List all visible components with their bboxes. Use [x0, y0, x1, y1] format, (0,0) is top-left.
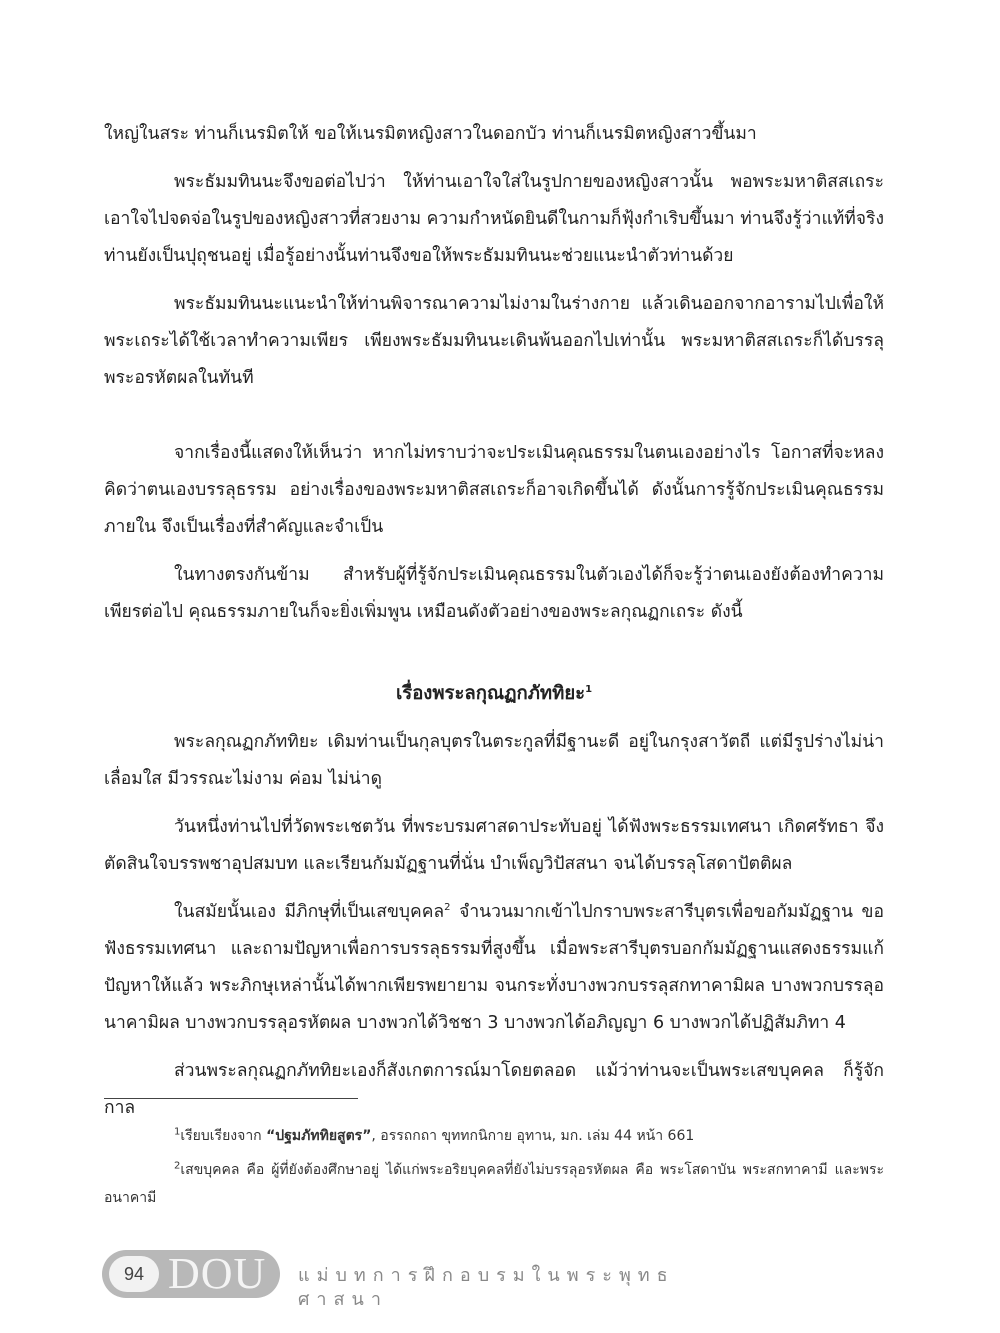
paragraph: ใหญ่ในสระ ท่านก็เนรมิตให้ ขอให้เนรมิตหญิงสาวในดอกบัว ท่านก็เนรมิตหญิงสาวขึ้นมา: [104, 124, 757, 144]
paragraph: พระธัมมทินนะแนะนำให้ท่านพิจารณาความไม่งามในร่างกาย แล้วเดินออกจากอารามไปเพื่อให้พระเถระได้ใช้เวลาทำความเพียร เพียงพระธัมมทินนะเดินพ้นออกไปเท่านั้น พระมหาติสสเถระก็ได้บรรลุพระอรหัตผลในทันที: [104, 294, 884, 388]
book-title: แม่บทการฝึกอบรมในพระพุทธศาสนา: [298, 1265, 675, 1310]
footnote-mark: 2: [174, 1160, 181, 1172]
section-heading-text: เรื่องพระลกุณฏกภัททิยะ: [395, 683, 586, 704]
footnote-item: [104, 1156, 884, 1212]
footnotes: [104, 1122, 884, 1218]
paragraph-text: ในสมัยนั้นเอง มีภิกษุที่เป็นเสขบุคคล: [174, 902, 445, 922]
section-heading: [104, 675, 884, 712]
footnote-text: เรียบเรียงจาก: [180, 1128, 267, 1144]
footnote-divider: [104, 1098, 358, 1099]
paragraph: ส่วนพระลกุณฏกภัททิยะเองก็สังเกตการณ์มาโดยตลอด แม้ว่าท่านจะเป็นพระเสขบุคคล ก็รู้จักกาล: [104, 1061, 884, 1118]
paragraph: [104, 894, 884, 1042]
footnote-source-title: “ปฐมภัททิยสูตร”: [266, 1128, 372, 1144]
footnote-mark: 1: [174, 1126, 181, 1138]
footnote-text: เสขบุคคล คือ ผู้ที่ยังต้องศึกษาอยู่ ได้แก่พระอริยบุคคลที่ยังไม่บรรลุอรหัตผล คือ พระโสดาบัน พระสกทาคามี และพระอนาคามี: [104, 1162, 884, 1206]
page-number: 94: [109, 1256, 159, 1292]
footnote-ref[interactable]: 1: [585, 683, 593, 695]
footnote-item: [104, 1122, 884, 1150]
paragraph: จากเรื่องนี้แสดงให้เห็นว่า หากไม่ทราบว่าจะประเมินคุณธรรมในตนเองอย่างไร โอกาสที่จะหลงคิดว่าตนเองบรรลุธรรม อย่างเรื่องของพระมหาติสสเถระก็อาจเกิดขึ้นได้ ดังนั้นการรู้จักประเมินคุณธรรมภายใน จึงเป็นเรื่องที่สำคัญและจำเป็น: [104, 443, 884, 537]
footer-badge: [102, 1250, 280, 1298]
paragraph-text: จำนวนมากเข้าไปกราบพระสารีบุตรเพื่อขอกัมมัฏฐาน ขอฟังธรรมเทศนา และถามปัญหาเพื่อการบรรลุธรรมที่สูงขึ้น เมื่อพระสารีบุตรบอกกัมมัฏฐานแสดงธรรมแก้ปัญหาให้แล้ว พระภิกษุเหล่านั้นได้พากเพียรพยายาม จนกระทั่งบางพวกบรรลุสกทาคามิผล บางพวกบรรลุอนาคามิผล บางพวกบรรลุอรหัตผล บางพวกได้วิชชา 3 บางพวกได้อภิญญา 6 บางพวกได้ปฏิสัมภิทา 4: [104, 902, 884, 1033]
paragraph: ในทางตรงกันข้าม สำหรับผู้ที่รู้จักประเมินคุณธรรมในตัวเองได้ก็จะรู้ว่าตนเองยังต้องทำความเพียรต่อไป คุณธรรมภายในก็จะยิ่งเพิ่มพูน เหมือนดังตัวอย่างของพระลกุณฏกเถระ ดังนี้: [104, 565, 884, 622]
paragraph: พระลกุณฏกภัททิยะ เดิมท่านเป็นกุลบุตรในตระกูลที่มีฐานะดี อยู่ในกรุงสาวัตถี แต่มีรูปร่างไม่น่าเลื่อมใส มีวรรณะไม่งาม ค่อม ไม่น่าดู: [104, 732, 884, 789]
paragraph: พระธัมมทินนะจึงขอต่อไปว่า ให้ท่านเอาใจใส่ในรูปกายของหญิงสาวนั้น พอพระมหาติสสเถระเอาใจไปจดจ่อในรูปของหญิงสาวที่สวยงาม ความกำหนัดยินดีในกามก็ฟุ้งกำเริบขึ้นมา ท่านจึงรู้ว่าแท้ที่จริงท่านยังเป็นปุถุชนอยู่ เมื่อรู้อย่างนั้นท่านจึงขอให้พระธัมมทินนะช่วยแนะนำตัวท่านด้วย: [104, 172, 884, 266]
footnote-text: , อรรถกถา ขุททกนิกาย อุทาน, มก. เล่ม 44 หน้า 661: [371, 1128, 695, 1144]
dou-logo: DOU: [168, 1249, 267, 1298]
footnote-ref[interactable]: 2: [444, 902, 451, 914]
paragraph: วันหนึ่งท่านไปที่วัดพระเชตวัน ที่พระบรมศาสดาประทับอยู่ ได้ฟังพระธรรมเทศนา เกิดศรัทธา จึงตัดสินใจบรรพชาอุปสมบท และเรียนกัมมัฏฐานที่นั่น บำเพ็ญวิปัสสนา จนได้บรรลุโสดาปัตติผล: [104, 817, 884, 874]
body-text: [104, 116, 884, 1138]
page-footer: [102, 1249, 752, 1310]
